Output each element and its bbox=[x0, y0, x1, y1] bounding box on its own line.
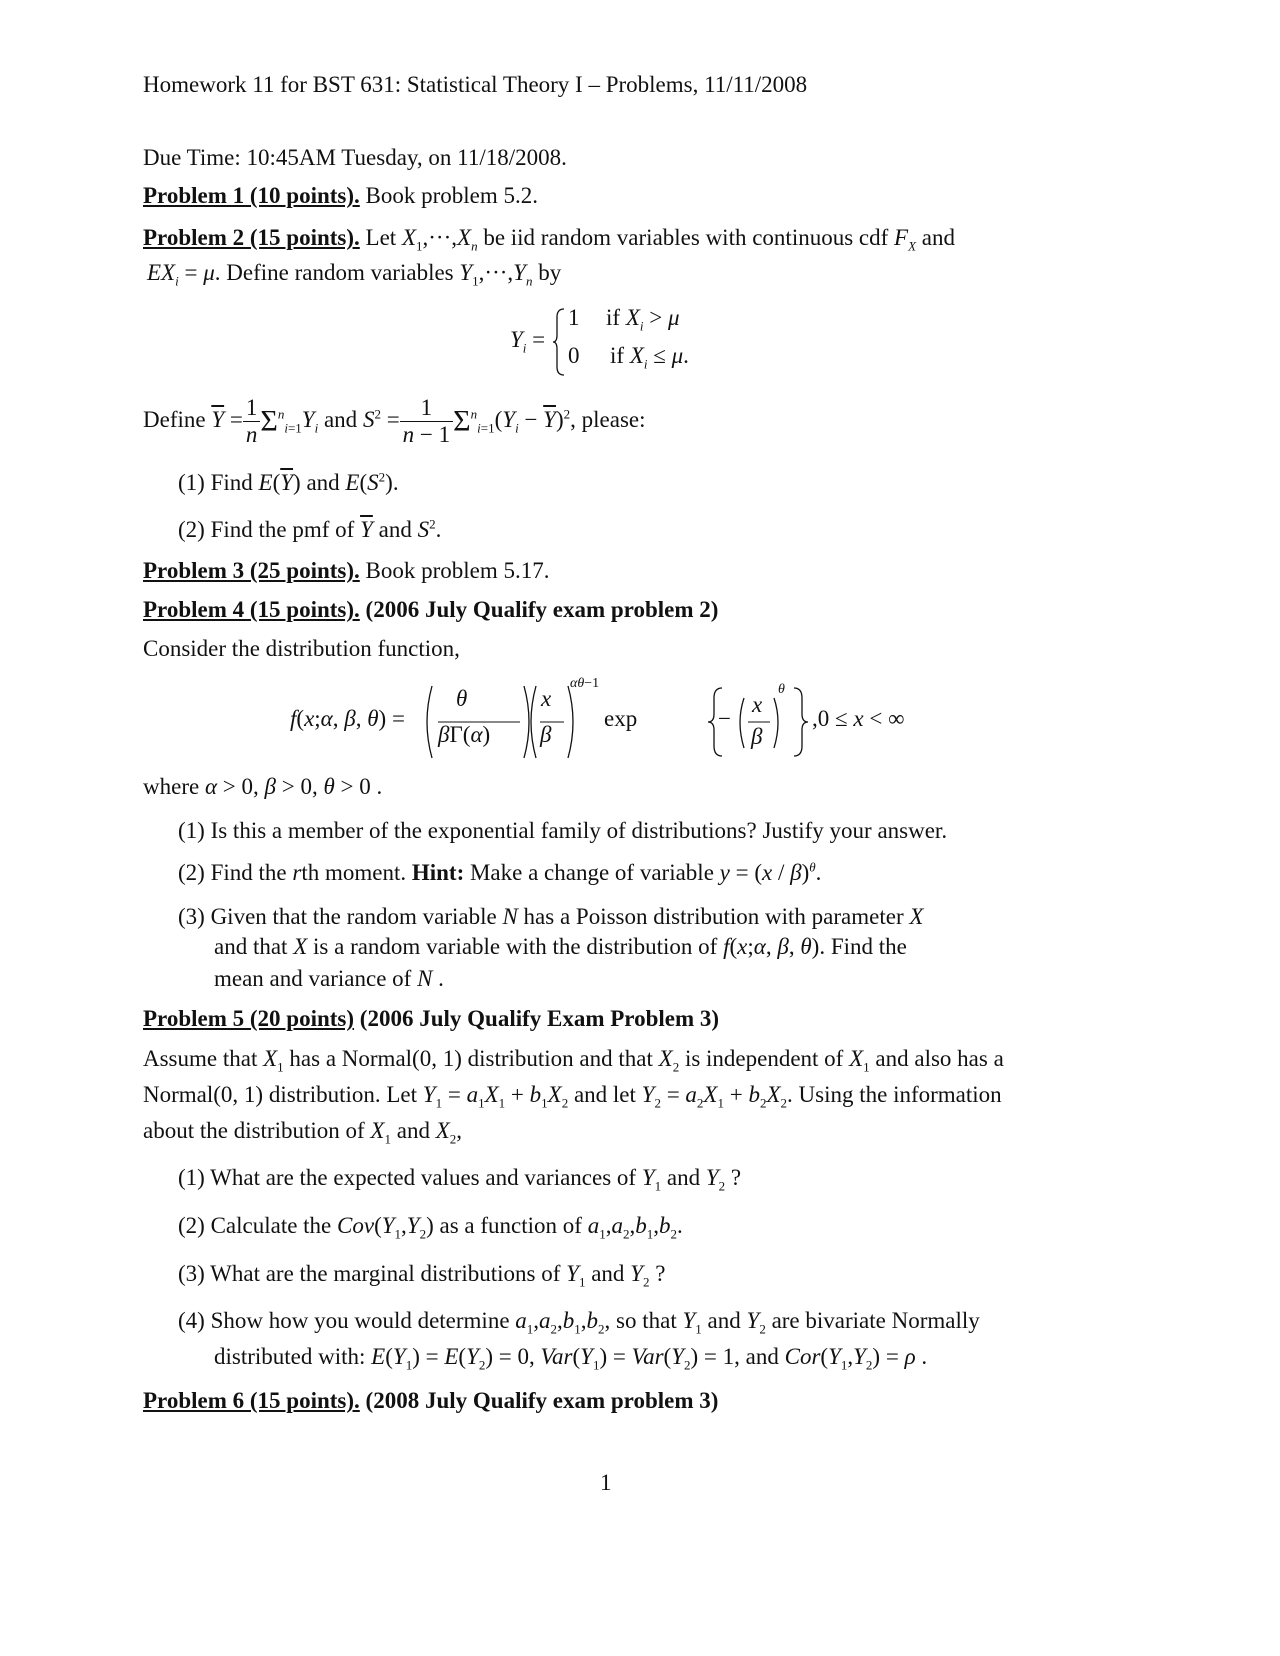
problem-5-q4-line1: (4) Show how you would determine $a_1,a_2,b_1,b_2$, so that $Y_1$ and $Y_2$ are bivariate Normally bbox=[178, 1308, 980, 1337]
problem-1 bbox=[143, 183, 538, 209]
due-time: Due Time: 10:45AM Tuesday, on 11/18/2008. bbox=[143, 145, 567, 170]
problem-4-title: Problem 4 (15 points). bbox=[143, 597, 360, 622]
problem-4-q3-line1: (3) Given that the random variable N has a Poisson distribution with parameter X bbox=[178, 904, 924, 929]
problem-5-title: Problem 5 (20 points) bbox=[143, 1006, 355, 1031]
left-brace bbox=[552, 307, 566, 377]
problem-2-q2: (2) Find the pmf of $\overline{Y}$ and $S^2$. bbox=[178, 516, 442, 542]
problem-4-heading: Problem 4 (15 points). (2006 July Qualify exam problem 2) bbox=[143, 597, 719, 622]
parameter-constraints: where α > 0, β > 0, θ > 0 . bbox=[143, 774, 383, 799]
problem-6-title: Problem 6 (15 points). bbox=[143, 1388, 360, 1413]
problem-5-q2: (2) Calculate the $Cov(Y_1,Y_2)$ as a function of $a_1,a_2,b_1,b_2$. bbox=[178, 1213, 683, 1242]
problem-5-q4-line2: distributed with: $E(Y_1) = E(Y_2) = 0$, $Var(Y_1) = Var(Y_2) = 1$, and $Cor(Y_1,Y_2) = \rho$ . bbox=[214, 1344, 928, 1373]
problem-3: Problem 3 (25 points). Book problem 5.17. bbox=[143, 558, 550, 583]
problem-5-q3: (3) What are the marginal distributions of $Y_1$ and $Y_2$ ? bbox=[178, 1261, 666, 1290]
problem-5-line1: Assume that $X_1$ has a Normal(0, 1) distribution and that $X_2$ is independent of $X_1$ and also has a bbox=[143, 1046, 1004, 1075]
problem-2-q1: (1) Find $E(\overline{Y})$ and $E(S^2)$. bbox=[178, 469, 399, 495]
problem-5-line2: Normal(0, 1) distribution. Let $Y_1 = a_1X_1 + b_1X_2$ and let $Y_2 = a_2X_1 + b_2X_2$. Using the information bbox=[143, 1082, 1002, 1111]
page-number: 1 bbox=[600, 1470, 612, 1495]
problem-1-text: Book problem 5.2. bbox=[359, 183, 539, 208]
problem-6-heading: Problem 6 (15 points). (2008 July Qualify exam problem 3) bbox=[143, 1388, 719, 1413]
page-header: Homework 11 for BST 631: Statistical Theory I – Problems, 11/11/2008 bbox=[143, 72, 808, 97]
problem-5-line3: about the distribution of $X_1$ and $X_2$, bbox=[143, 1118, 463, 1147]
problem-4-q3-line2: and that X is a random variable with the distribution of f(x;α, β, θ). Find the bbox=[214, 934, 907, 959]
problem-2-line1: Problem 2 (15 points). Let $X_1,\cdot\cdot\cdot,X_n$ be iid random variables with continuous cdf $F_X$ and bbox=[143, 225, 956, 254]
problem-1-title: Problem 1 (10 points). bbox=[143, 183, 360, 208]
problem-4-q3-line3: mean and variance of N . bbox=[214, 966, 444, 991]
problem-4-q1: (1) Is this a member of the exponential family of distributions? Justify your answer. bbox=[178, 818, 948, 843]
problem-4-q2: (2) Find the rth moment. Hint: Make a change of variable y = (x / β)$^\theta$. bbox=[178, 859, 822, 885]
problem-4-intro: Consider the distribution function, bbox=[143, 636, 460, 661]
problem-2-line2: $EX_i = \mu$. Define random variables $Y_1,\cdot\cdot\cdot,Y_n$ by bbox=[147, 260, 562, 289]
problem-2-title: Problem 2 (15 points). bbox=[143, 225, 360, 250]
problem-3-title: Problem 3 (25 points). bbox=[143, 558, 360, 583]
problem-5-q1: (1) What are the expected values and variances of $Y_1$ and $Y_2$ ? bbox=[178, 1165, 742, 1194]
problem-5-heading: Problem 5 (20 points) (2006 July Qualify Exam Problem 3) bbox=[143, 1006, 720, 1031]
define-ybar-s2: Define $\overline{Y}$ = $\frac{1}{n}$ $\Sigma^n_{i=1}Y_i$ and $S^2$ = $\frac{1}{n - 1}$ $\Sigma^n_{i=1}(Y_i - \overline{Y})^2$, please: bbox=[143, 395, 646, 448]
